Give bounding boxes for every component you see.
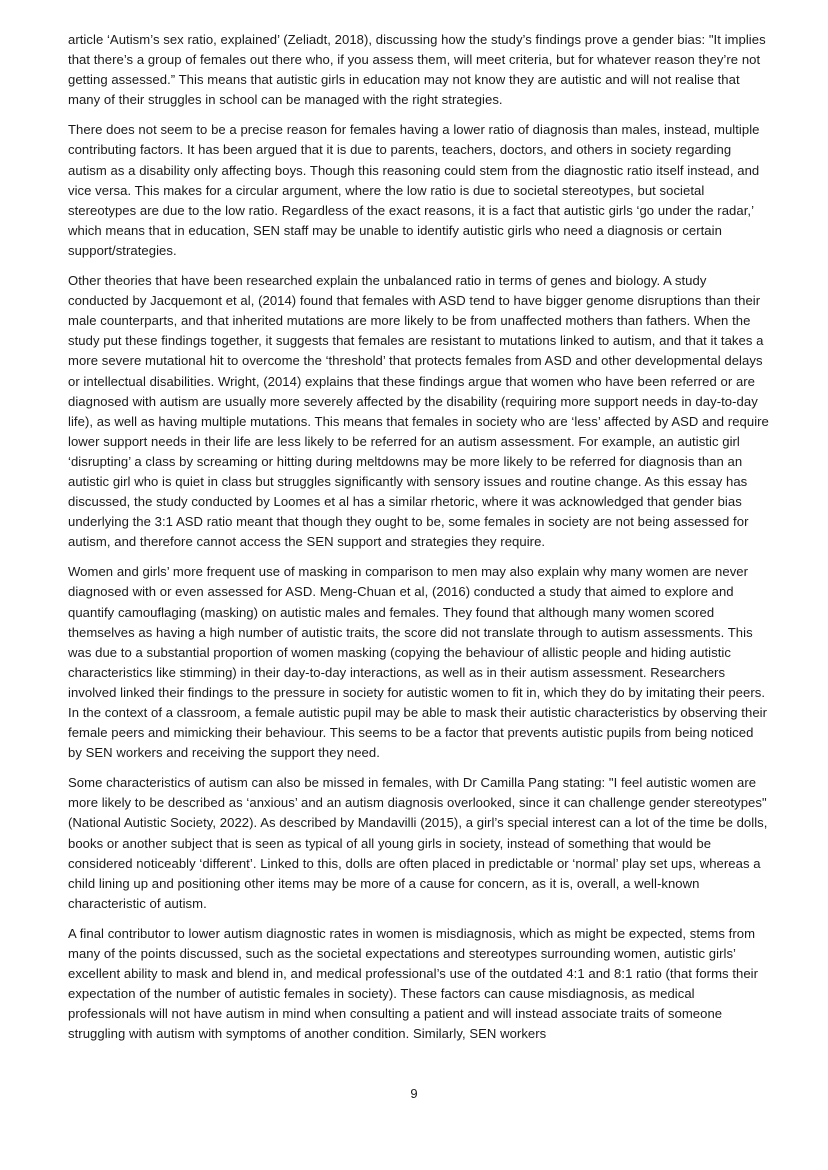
paragraph-misdiagnosis: A final contributor to lower autism diagnostic rates in women is misdiagnosis, which as might be expected, stems from many of the points discussed, such as the societal expectations and stereotypes surrounding women, autistic girls’ excellent ability to mask and blend in, and medical professional’s use of the outdated 4:1 and 8:1 ratio (that forms their expectation of the number of autistic females in society). These factors can cause misdiagnosis, as medical professionals will not have autism in mind when consulting a patient and will instead associate traits of someone struggling with autism with symptoms of another condition. Similarly, SEN workers xyxy=(68,925,759,1042)
paragraph-zeliadt-quote: article ‘Autism’s sex ratio, explained’ (Zeliadt, 2018), discussing how the study’s findings prove a gender bias: "It implies that there’s a group of females out there who, if you assess them, will meet criteria, but for whatever reason they’re not getting assessed.” This means that autistic girls in education may not know they are autistic and will not realise that many of their struggles in school can be managed with the right strategies. xyxy=(68,32,766,108)
page-number: 9 xyxy=(410,1086,418,1101)
paragraph-genes-biology: Other theories that have been researched explain the unbalanced ratio in terms of genes and biology. A study conducted by Jacquemont et al, (2014) found that females with ASD tend to have bigger genome disruptions than their male counterparts, and that inherited mutations are more likely to be from unaffected mothers than fathers. When the study put these findings together, it suggests that females are resistant to mutations linked to autism, and that it takes a more severe mutational hit to overcome the ‘threshold’ that protects females from ASD and other developmental delays or intellectual disabilities. Wright, (2014) explains that these findings argue that women who have been referred or are diagnosed with autism are usually more severely affected by the disability (requiring more support needs in day-to-day life), as well as having multiple mutations. This means that females in society who are ‘less’ affected by ASD and require lower support needs in their life are less likely to be referred for an autism assessment. For example, an autistic girl ‘disrupting’ a class by screaming or hitting during meltdowns may be more likely to be referred for diagnosis than an autistic girl who is quiet in class but struggles significantly with sensory issues and routine change. As this essay has discussed, the study conducted by Loomes et al has a similar rhetoric, where it was acknowledged that gender bias underlying the 3:1 ASD ratio meant that though they ought to be, some females in society are not being assessed for autism, and therefore cannot access the SEN support and strategies they require. xyxy=(68,273,769,550)
paragraph-masking: Women and girls’ more frequent use of masking in comparison to men may also explain why many women are never diagnosed with or even assessed for ASD. Meng-Chuan et al, (2016) conducted a study that aimed to explore and quantify camouflaging (masking) on autistic males and females. They found that although many women scored themselves as having a high number of autistic traits, the score did not translate through to autism assessments. This was due to a substantial proportion of women masking (copying the behaviour of allistic people and hiding autistic characteristics like stimming) in their day-to-day interactions, as well as in their autism assessment. Researchers involved linked their findings to the pressure in society for autistic women to fit in, which they do by imitating their peers. In the context of a classroom, a female autistic pupil may be able to mask their autistic characteristics by observing their female peers and mimicking their behaviour. This seems to be a factor that prevents autistic pupils from being noticed by SEN workers and receiving the support they need. xyxy=(68,564,768,761)
paragraph-missed-characteristics: Some characteristics of autism can also be missed in females, with Dr Camilla Pang stating: "I feel autistic women are more likely to be described as ‘anxious’ and an autism diagnosis overlooked, since it can challenge gender stereotypes" (National Autistic Society, 2022). As described by Mandavilli (2015), a girl’s special interest can a lot of the time be dolls, books or another subject that is seen as typical of all young girls in society, instead of something that would be considered noticeably ‘different’. Linked to this, dolls are often placed in predictable or ‘normal’ play set ups, whereas a child lining up and positioning other items may be more of a cause for concern, as it is, overall, a well-known characteristic of autism. xyxy=(68,775,768,911)
paragraph-causes: There does not seem to be a precise reason for females having a lower ratio of diagnosis than males, instead, multiple contributing factors. It has been argued that it is due to parents, teachers, doctors, and others in society regarding autism as a disability only affecting boys. Though this reasoning could stem from the diagnostic ratio itself instead, and vice versa. This makes for a circular argument, where the low ratio is due to societal stereotypes, but societal stereotypes are due to the low ratio. Regardless of the exact reasons, it is a fact that autistic girls ‘go under the radar,’ which means that in education, SEN staff may be unable to identify autistic girls who need a diagnosis or certain support/strategies. xyxy=(68,122,760,258)
body-text xyxy=(68,30,770,1055)
